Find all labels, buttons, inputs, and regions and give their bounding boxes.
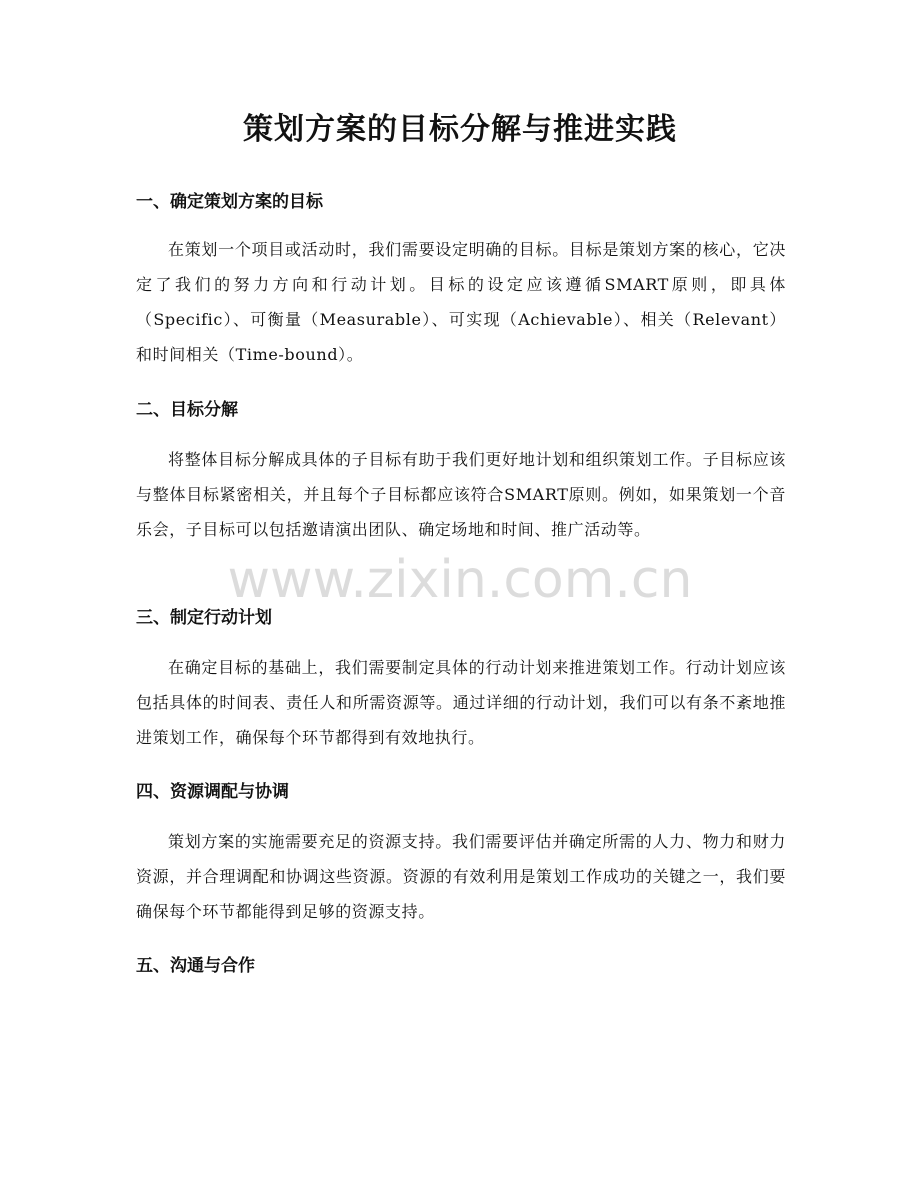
section-paragraph-3: 在确定目标的基础上，我们需要制定具体的行动计划来推进策划工作。行动计划应该包括具体的时间表、责任人和所需资源等。通过详细的行动计划，我们可以有条不紊地推进策划工作，确保每个环节都得到有效地执行。 bbox=[136, 658, 786, 747]
section-paragraph-1: 在策划一个项目或活动时，我们需要设定明确的目标。目标是策划方案的核心，它决定了我们的努力方向和行动计划。目标的设定应该遵循SMART原则，即具体（Specific）、可衡量（Measurable）、可实现（Achievable）、相关（Relevant）和时间相关（Time-bound）。 bbox=[136, 240, 786, 364]
section-paragraph-4: 策划方案的实施需要充足的资源支持。我们需要评估并确定所需的人力、物力和财力资源，并合理调配和协调这些资源。资源的有效利用是策划工作成功的关键之一，我们要确保每个环节都能得到足够的资源支持。 bbox=[136, 832, 786, 921]
section-heading-4: 四、资源调配与协调 bbox=[136, 782, 289, 802]
section-heading-1: 一、确定策划方案的目标 bbox=[136, 192, 323, 212]
section-heading-3: 三、制定行动计划 bbox=[136, 608, 272, 628]
document-title: 策划方案的目标分解与推进实践 bbox=[243, 112, 677, 147]
watermark-text: www.zixin.com.cn bbox=[227, 550, 693, 610]
section-heading-5: 五、沟通与合作 bbox=[136, 956, 255, 976]
section-paragraph-2: 将整体目标分解成具体的子目标有助于我们更好地计划和组织策划工作。子目标应该与整体目标紧密相关，并且每个子目标都应该符合SMART原则。例如，如果策划一个音乐会，子目标可以包括邀请演出团队、确定场地和时间、推广活动等。 bbox=[136, 450, 786, 539]
section-heading-2: 二、目标分解 bbox=[136, 400, 238, 420]
